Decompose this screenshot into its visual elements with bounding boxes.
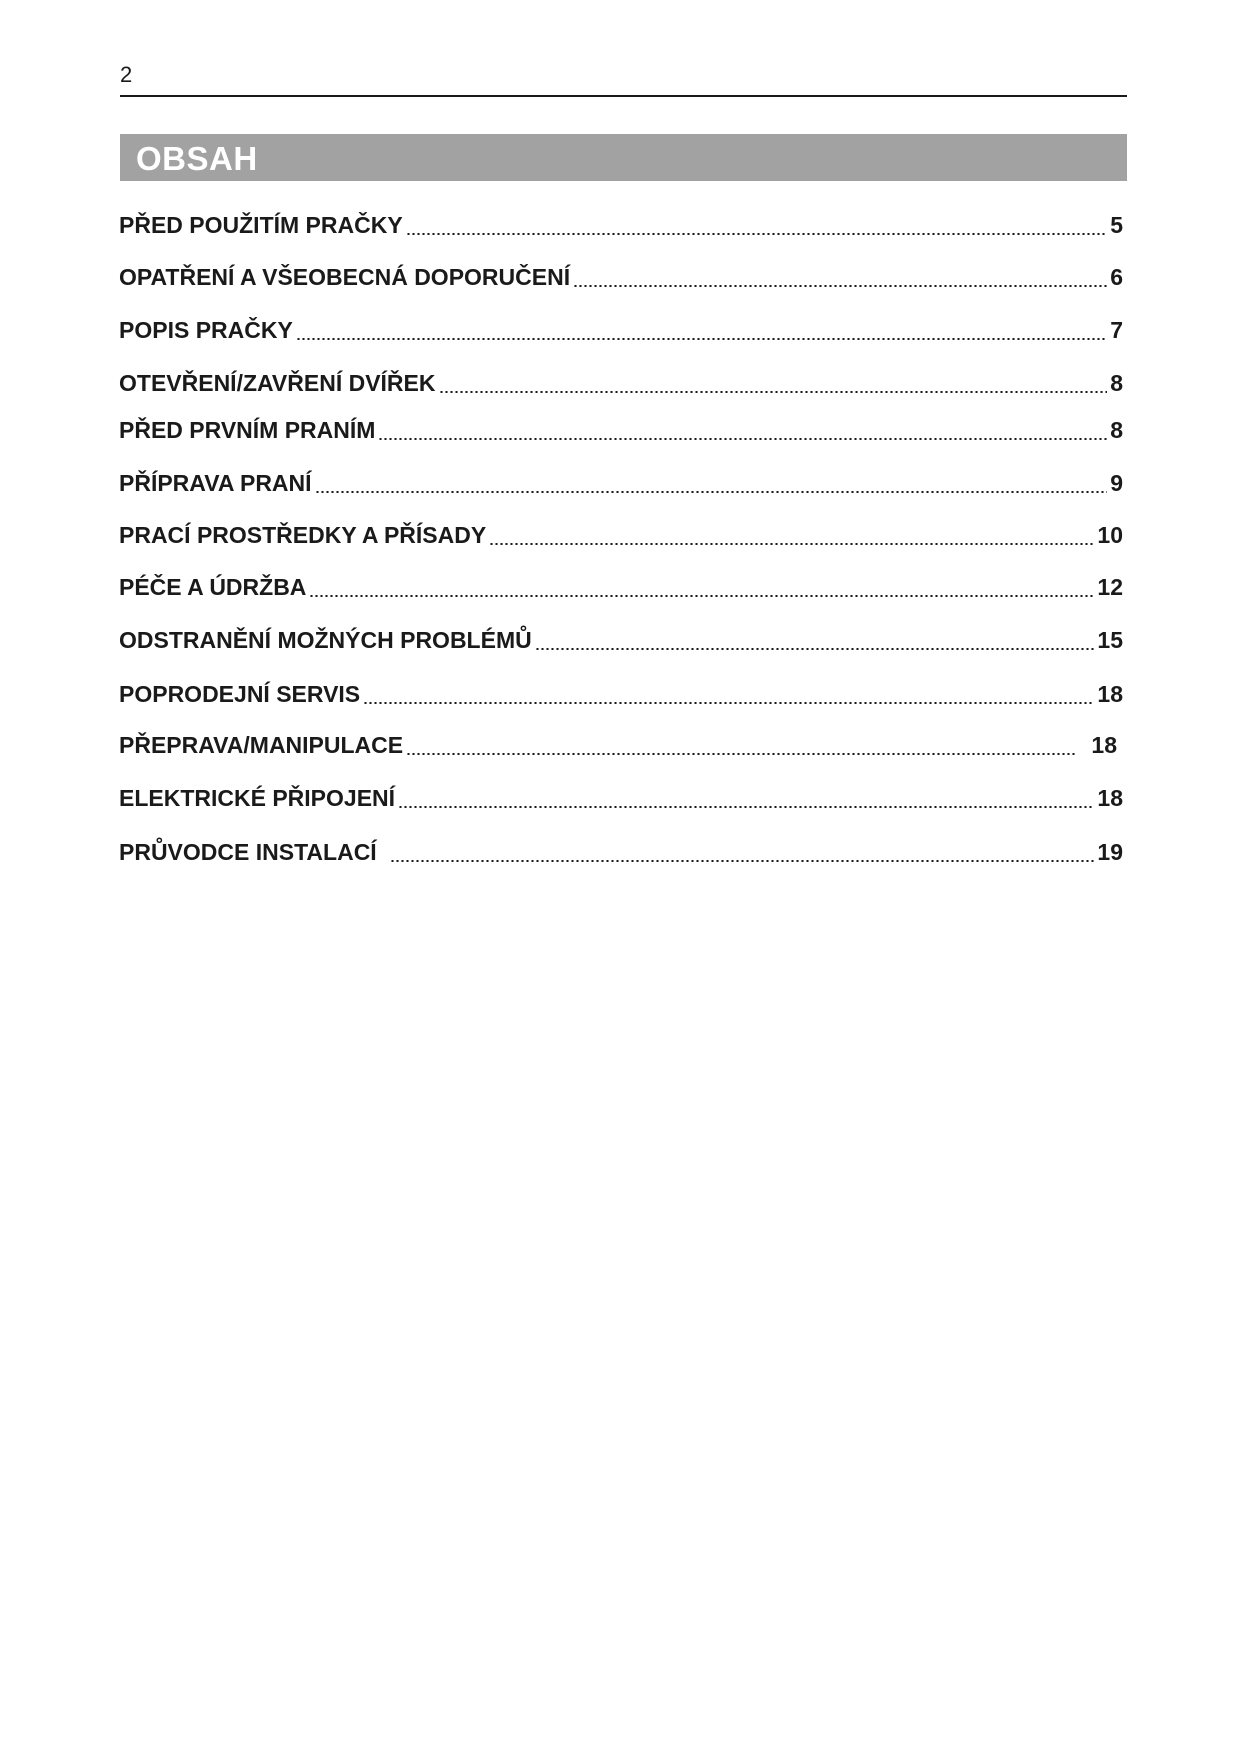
toc-dot-leader [535, 648, 1095, 650]
toc-entry-page: 9 [1110, 470, 1123, 496]
toc-entry-page: 8 [1110, 370, 1123, 396]
toc-entry[interactable] [119, 623, 1123, 655]
toc-entry[interactable] [119, 466, 1123, 498]
toc-entry-page: 6 [1110, 264, 1123, 290]
toc-dot-leader [439, 391, 1108, 393]
toc-dot-leader [390, 860, 1095, 862]
toc-entry-page: 5 [1110, 212, 1123, 238]
section-title: OBSAH [136, 140, 258, 177]
toc-entry[interactable] [119, 781, 1123, 813]
toc-dot-leader [406, 233, 1108, 235]
toc-entry[interactable] [119, 728, 1123, 760]
toc-entry[interactable] [119, 570, 1123, 602]
toc-dot-leader [363, 702, 1094, 704]
toc-entry-label: PŘÍPRAVA PRANÍ [119, 470, 312, 496]
toc-entry-label: POPRODEJNÍ SERVIS [119, 681, 361, 707]
toc-dot-leader [378, 438, 1107, 440]
toc-entry-label: ELEKTRICKÉ PŘIPOJENÍ [119, 785, 396, 811]
toc-entry[interactable] [119, 413, 1123, 445]
toc-dot-leader [489, 543, 1094, 545]
toc-entry[interactable] [119, 677, 1123, 709]
toc-entry-label: PRŮVODCE INSTALACÍ [119, 839, 377, 865]
toc-entry-page: 18 [1097, 681, 1123, 707]
toc-entry[interactable] [119, 518, 1123, 550]
toc-entry-label: PRACÍ PROSTŘEDKY A PŘÍSADY [119, 522, 487, 548]
toc-entry-page: 8 [1110, 417, 1123, 443]
toc-entry-label: PÉČE A ÚDRŽBA [119, 574, 307, 600]
toc-entry-label: POPIS PRAČKY [119, 317, 293, 343]
toc-entry[interactable] [119, 366, 1123, 398]
toc-dot-leader [315, 491, 1108, 493]
section-header-band [120, 134, 1127, 181]
toc-dot-leader [398, 806, 1094, 808]
toc-entry-label: OPATŘENÍ A VŠEOBECNÁ DOPORUČENÍ [119, 264, 571, 290]
toc-entry[interactable] [119, 208, 1123, 240]
toc-entry-label: PŘED POUŽITÍM PRAČKY [119, 212, 403, 238]
toc-entry-page: 18 [1097, 785, 1123, 811]
toc-entry-page: 19 [1097, 839, 1123, 865]
toc-entry[interactable] [119, 260, 1123, 292]
toc-dot-leader [309, 595, 1094, 597]
toc-entry[interactable] [119, 313, 1123, 345]
toc-dot-leader [573, 285, 1107, 287]
toc-entry-page: 12 [1097, 574, 1123, 600]
toc-entry-page: 10 [1097, 522, 1123, 548]
toc-dot-leader [296, 338, 1107, 340]
toc-entry-label: PŘED PRVNÍM PRANÍM [119, 417, 376, 443]
toc-entry-page: 15 [1097, 627, 1123, 653]
header-rule [120, 95, 1127, 97]
toc-entry[interactable] [119, 835, 1123, 867]
toc-entry-page: 7 [1110, 317, 1123, 343]
toc-entry-label: ODSTRANĚNÍ MOŽNÝCH PROBLÉMŮ [119, 627, 532, 653]
toc-entry-page: 18 [1091, 732, 1117, 758]
page-number: 2 [120, 62, 133, 87]
toc-entry-label: PŘEPRAVA/MANIPULACE [119, 732, 404, 758]
toc-dot-leader [406, 753, 1077, 755]
toc-entry-label: OTEVŘENÍ/ZAVŘENÍ DVÍŘEK [119, 370, 436, 396]
